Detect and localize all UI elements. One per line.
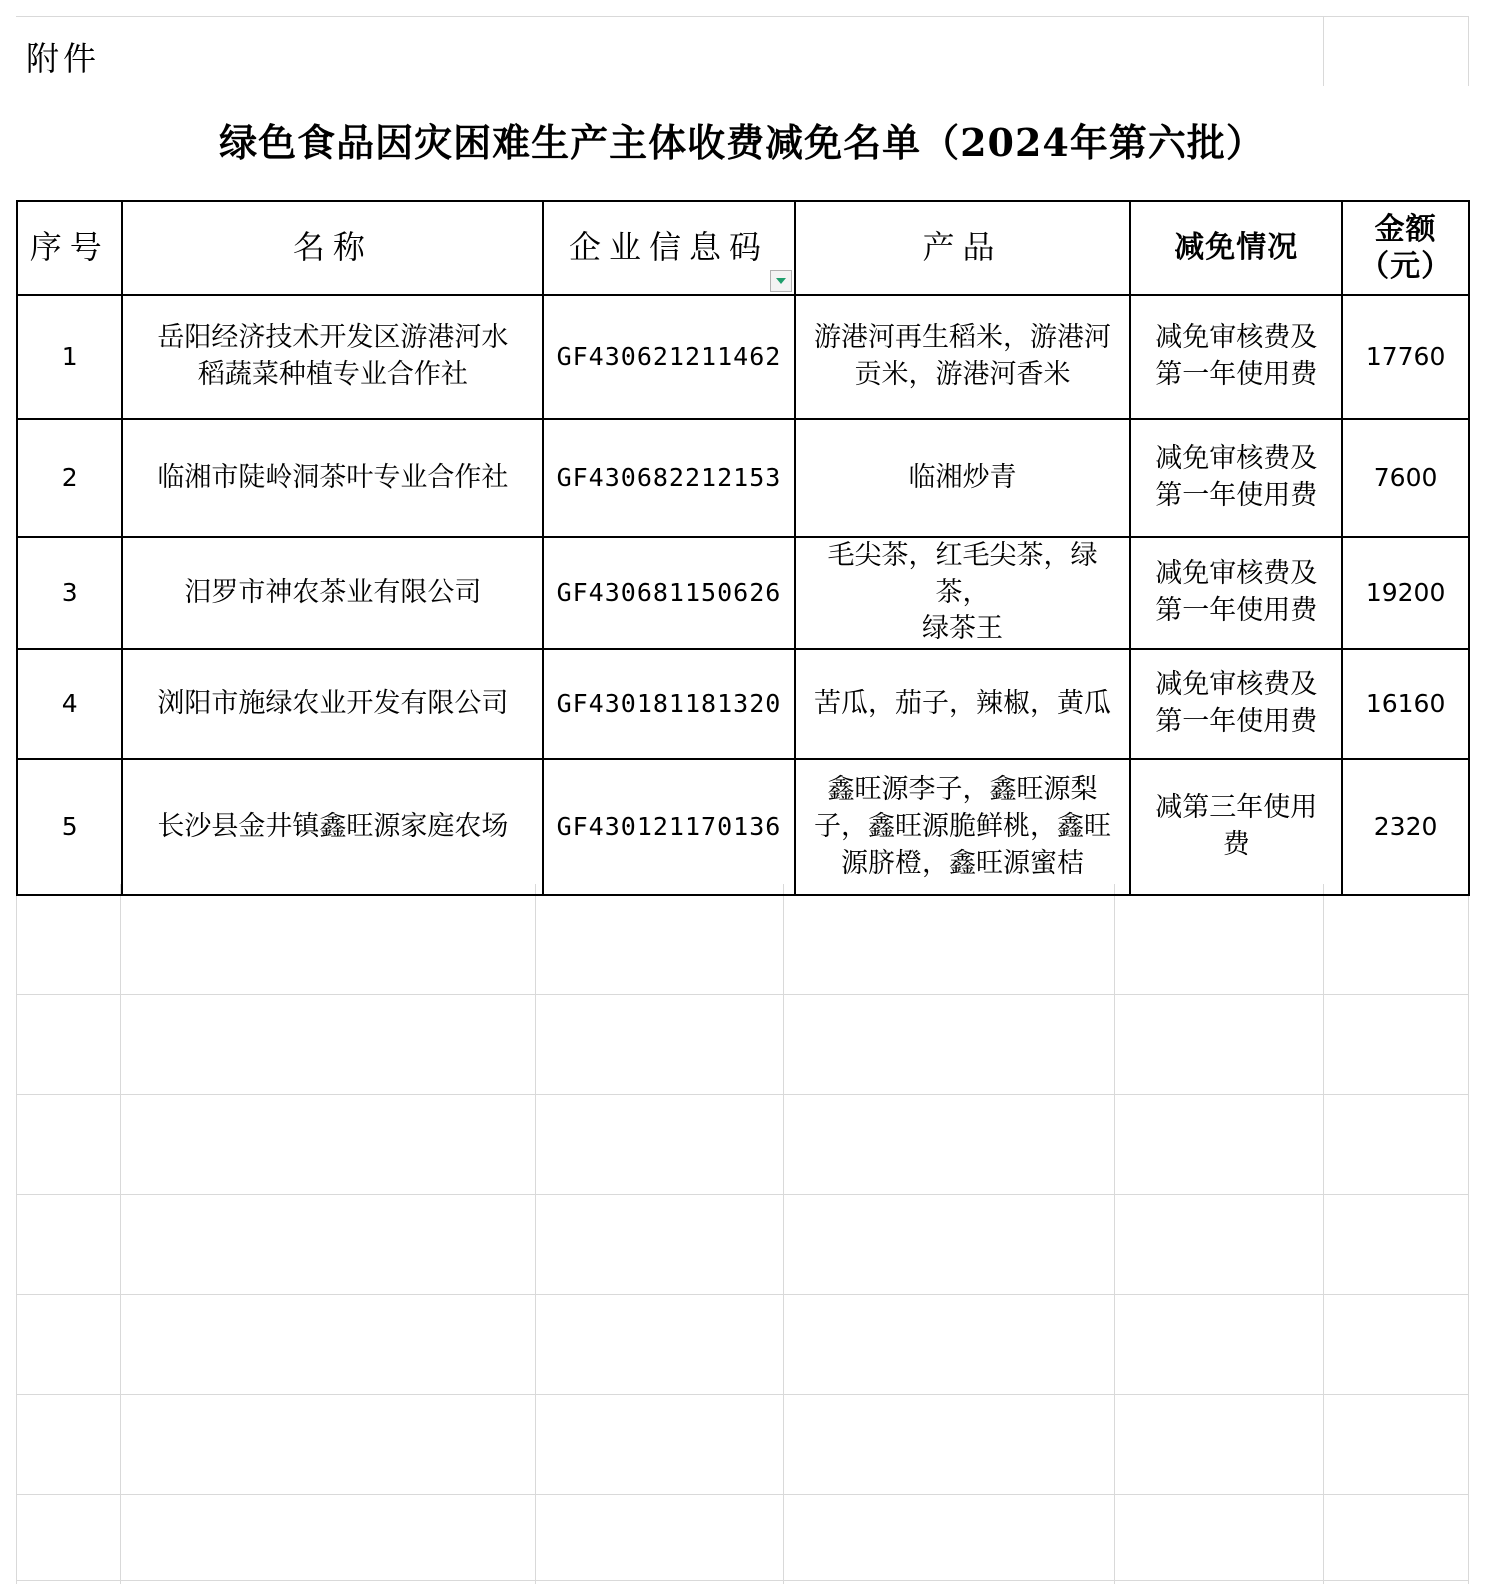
gridline-h: [16, 994, 1469, 995]
cell-relief-line: 费: [1222, 829, 1250, 861]
table-row[interactable]: [17, 295, 1469, 419]
column-header-code[interactable]: [543, 201, 794, 295]
gridline-v: [1114, 884, 1115, 1584]
gridline-h: [16, 1194, 1469, 1195]
cell-product-line: 源脐橙，鑫旺源蜜桔: [840, 847, 1084, 879]
cell-amount[interactable]: 7600: [1342, 419, 1469, 537]
cell-relief[interactable]: [1130, 649, 1342, 759]
cell-code[interactable]: GF430682212153: [543, 419, 794, 537]
header-row: [17, 201, 1469, 295]
cell-product-line: 毛尖茶，红毛尖茶，绿茶，: [827, 540, 1098, 608]
cell-product-line: 子，鑫旺源脆鲜桃，鑫旺: [813, 810, 1111, 842]
cell-code[interactable]: GF430621211462: [543, 295, 794, 419]
gridline-h: [16, 16, 1469, 17]
cell-index[interactable]: 4: [17, 649, 122, 759]
page-title: 绿色食品因灾困难生产主体收费减免名单（2024年第六批）: [219, 120, 1265, 165]
cell-amount[interactable]: 2320: [1342, 759, 1469, 895]
column-header-relief[interactable]: 减免情况: [1130, 201, 1342, 295]
gridline-h: [16, 1294, 1469, 1295]
cell-index[interactable]: 3: [17, 537, 122, 649]
gridline-v: [535, 884, 536, 1584]
gridline-v: [1323, 884, 1324, 1584]
cell-relief-line: 减免审核费及: [1155, 669, 1318, 701]
column-header-product[interactable]: 产品: [795, 201, 1131, 295]
cell-name[interactable]: [122, 759, 543, 895]
cell-index[interactable]: 2: [17, 419, 122, 537]
relief-list-table: [16, 200, 1470, 896]
cell-relief-line: 第一年使用费: [1155, 595, 1318, 627]
column-header-amount-line2: （元）: [1359, 249, 1453, 284]
gridline-v: [1468, 884, 1469, 1584]
cell-index[interactable]: 1: [17, 295, 122, 419]
attachment-label: 附件: [26, 39, 100, 78]
table-row[interactable]: [17, 537, 1469, 649]
gridline-v: [1323, 16, 1324, 86]
cell-product-line: 游港河再生稻米，游港河: [813, 322, 1111, 354]
cell-index[interactable]: 5: [17, 759, 122, 895]
cell-amount[interactable]: 19200: [1342, 537, 1469, 649]
table-row[interactable]: [17, 419, 1469, 537]
cell-relief-line: 第一年使用费: [1155, 706, 1318, 738]
column-header-amount-line1: 金额: [1374, 211, 1437, 247]
cell-relief[interactable]: [1130, 295, 1342, 419]
column-header-amount[interactable]: [1342, 201, 1469, 295]
cell-name-line: 临湘市陡岭洞茶叶专业合作社: [157, 461, 509, 493]
gridline-v: [783, 884, 784, 1584]
cell-product-line: 苦瓜，茄子，辣椒，黄瓜: [813, 687, 1111, 719]
cell-name[interactable]: [122, 419, 543, 537]
cell-name-line: 浏阳市施绿农业开发有限公司: [157, 687, 509, 719]
gridline-v: [1468, 16, 1469, 86]
cell-code[interactable]: GF430681150626: [543, 537, 794, 649]
cell-code[interactable]: GF430121170136: [543, 759, 794, 895]
cell-name-line: 岳阳经济技术开发区游港河水: [157, 322, 509, 354]
cell-code[interactable]: GF430181181320: [543, 649, 794, 759]
cell-product[interactable]: [795, 295, 1131, 419]
cell-amount[interactable]: 16160: [1342, 649, 1469, 759]
cell-name[interactable]: [122, 295, 543, 419]
cell-product[interactable]: [795, 537, 1131, 649]
column-header-index[interactable]: 序号: [17, 201, 122, 295]
column-header-name[interactable]: 名称: [122, 201, 543, 295]
cell-relief-line: 第一年使用费: [1155, 480, 1318, 511]
cell-product-line: 鑫旺源李子，鑫旺源梨: [827, 774, 1098, 806]
gridline-v: [120, 884, 121, 1584]
cell-relief-line: 减免审核费及: [1155, 443, 1318, 475]
cell-relief-line: 减免审核费及: [1155, 558, 1318, 590]
cell-name-line: 稻蔬菜种植专业合作社: [197, 359, 468, 390]
filter-dropdown-icon[interactable]: [770, 270, 792, 292]
cell-relief-line: 第一年使用费: [1155, 359, 1318, 390]
cell-product-line: 临湘炒青: [908, 461, 1017, 493]
gridline-h: [16, 1094, 1469, 1095]
gridline-h: [16, 1494, 1469, 1495]
cell-relief[interactable]: [1130, 759, 1342, 895]
cell-product[interactable]: [795, 759, 1131, 895]
table-row[interactable]: [17, 759, 1469, 895]
cell-product-line: 绿茶王: [921, 613, 1003, 645]
cell-relief-line: 减第三年使用: [1155, 792, 1318, 824]
gridline-v: [16, 884, 17, 1584]
cell-relief[interactable]: [1130, 419, 1342, 537]
gridline-h: [16, 1580, 1469, 1581]
cell-product-line: 贡米，游港河香米: [854, 359, 1071, 390]
cell-amount[interactable]: 17760: [1342, 295, 1469, 419]
cell-name-line: 汨罗市神农茶业有限公司: [184, 576, 482, 608]
cell-name[interactable]: [122, 537, 543, 649]
column-header-code-label: 企业信息码: [568, 228, 769, 267]
gridline-h: [16, 1394, 1469, 1395]
table-row[interactable]: [17, 649, 1469, 759]
cell-relief[interactable]: [1130, 537, 1342, 649]
cell-product[interactable]: [795, 649, 1131, 759]
cell-relief-line: 减免审核费及: [1155, 322, 1318, 354]
cell-name-line: 长沙县金井镇鑫旺源家庭农场: [157, 810, 509, 842]
cell-name[interactable]: [122, 649, 543, 759]
cell-product[interactable]: [795, 419, 1131, 537]
